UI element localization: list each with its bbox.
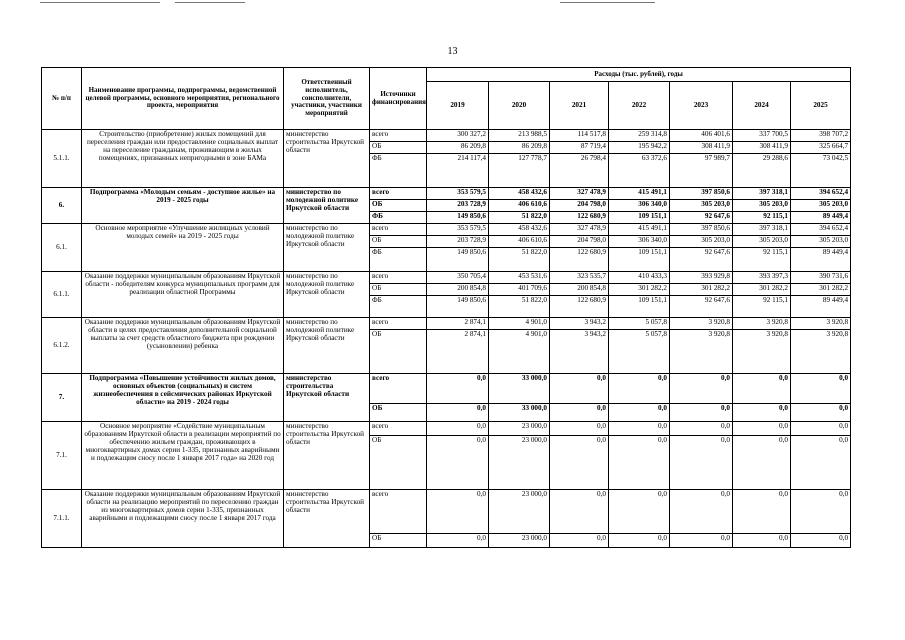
header-name: Наименование программы, подпрограммы, ведомственной целевой программы, основного мероприятия, регионального проекта, мероприятия [82,68,284,130]
amount-cell: 306 340,0 [609,200,670,212]
amount-cell: 0,0 [791,404,851,422]
amount-cell: 0,0 [670,534,733,548]
amount-cell: 0,0 [427,490,489,534]
amount-cell: 0,0 [550,404,609,422]
amount-cell: 122 680,9 [550,212,609,224]
amount-cell: 200 854,8 [427,284,489,296]
amount-cell: 203 728,9 [427,200,489,212]
amount-cell: 5 057,8 [609,318,670,330]
amount-cell: 305 203,0 [791,236,851,248]
funding-source: ФБ [370,248,427,272]
amount-cell: 337 700,5 [733,130,791,142]
row-name: Основное мероприятие «Улучшение жилищных условий молодых семей» на 2019 - 2025 годы [82,224,284,272]
header-year: 2025 [791,82,851,130]
funding-source: ФБ [370,154,427,188]
amount-cell: 3 920,8 [791,330,851,374]
amount-cell: 26 798,4 [550,154,609,188]
row-responsible: министерство по молодежной политике Иркутской области [284,272,370,318]
funding-source: всего [370,272,427,284]
amount-cell: 301 282,2 [670,284,733,296]
amount-cell: 86 209,8 [489,142,550,154]
header-year: 2020 [489,82,550,130]
amount-cell: 23 000,0 [489,422,550,436]
table-row [42,374,851,404]
header-no: № п/п [42,68,82,130]
amount-cell: 350 705,4 [427,272,489,284]
amount-cell: 0,0 [670,404,733,422]
amount-cell: 0,0 [791,374,851,404]
amount-cell: 305 203,0 [791,200,851,212]
amount-cell: 415 491,1 [609,224,670,236]
amount-cell: 89 449,4 [791,296,851,318]
row-name: Оказание поддержки муниципальным образованиям Иркутской области - победителям конкурса муниципальных программ для реализации областной Программы [82,272,284,318]
amount-cell: 51 822,0 [489,296,550,318]
amount-cell: 109 151,1 [609,212,670,224]
amount-cell: 0,0 [550,374,609,404]
row-number: 7.1. [42,422,82,490]
amount-cell: 0,0 [670,422,733,436]
amount-cell: 397 318,1 [733,224,791,236]
amount-cell: 92 115,1 [733,296,791,318]
row-responsible: министерство по молодежной политике Иркутской области [284,188,370,224]
amount-cell: 0,0 [550,490,609,534]
amount-cell: 114 517,8 [550,130,609,142]
row-number: 5.1.1. [42,130,82,188]
header-year: 2022 [609,82,670,130]
header-expenses: Расходы (тыс. рублей), годы [427,68,851,82]
amount-cell: 122 680,9 [550,296,609,318]
amount-cell: 109 151,1 [609,296,670,318]
funding-source: ОБ [370,284,427,296]
funding-source: ОБ [370,404,427,422]
top-rule-middle [175,2,245,3]
amount-cell: 306 340,0 [609,236,670,248]
amount-cell: 0,0 [427,422,489,436]
amount-cell: 92 647,6 [670,212,733,224]
funding-source: всего [370,490,427,534]
row-name: Подпрограмма «Повышение устойчивости жилых домов, основных объектов (социальных) и систем жизнеобеспечения в сейсмических районах Иркутской области» на 2019 - 2024 годы [82,374,284,422]
amount-cell: 301 282,2 [733,284,791,296]
amount-cell: 51 822,0 [489,248,550,272]
table-row [42,272,851,284]
funding-source: ОБ [370,236,427,248]
amount-cell: 92 647,6 [670,296,733,318]
amount-cell: 0,0 [427,374,489,404]
amount-cell: 353 579,5 [427,188,489,200]
funding-source: ОБ [370,436,427,490]
row-name: Строительство (приобретение) жилых помещений для переселения граждан или предоставление социальных выплат на переселение гражданам, проживающим в жилых помещениях, признанных непригодными в зоне БАМа [82,130,284,188]
amount-cell: 259 314,8 [609,130,670,142]
funding-source: всего [370,130,427,142]
amount-cell: 204 798,0 [550,236,609,248]
amount-cell: 305 203,0 [670,200,733,212]
amount-cell: 406 610,6 [489,200,550,212]
amount-cell: 325 664,7 [791,142,851,154]
amount-cell: 89 449,4 [791,212,851,224]
amount-cell: 0,0 [427,436,489,490]
amount-cell: 149 850,6 [427,212,489,224]
row-responsible: министерство строительства Иркутской области [284,130,370,188]
amount-cell: 323 535,7 [550,272,609,284]
table-row [42,130,851,142]
table-header [42,68,851,130]
top-rule-right [560,2,655,3]
amount-cell: 300 327,2 [427,130,489,142]
amount-cell: 0,0 [670,374,733,404]
amount-cell: 308 411,9 [733,142,791,154]
budget-table [41,67,851,548]
amount-cell: 394 652,4 [791,188,851,200]
amount-cell: 393 397,3 [733,272,791,284]
table-row [42,224,851,236]
amount-cell: 453 531,6 [489,272,550,284]
amount-cell: 327 478,9 [550,188,609,200]
row-responsible: министерство строительства Иркутской области [284,422,370,490]
amount-cell: 0,0 [550,422,609,436]
amount-cell: 97 989,7 [670,154,733,188]
amount-cell: 0,0 [791,422,851,436]
amount-cell: 401 709,6 [489,284,550,296]
amount-cell: 5 057,8 [609,330,670,374]
amount-cell: 87 719,4 [550,142,609,154]
amount-cell: 203 728,9 [427,236,489,248]
row-responsible: министерство строительства Иркутской области [284,490,370,548]
amount-cell: 23 000,0 [489,436,550,490]
amount-cell: 149 850,6 [427,248,489,272]
funding-source: всего [370,188,427,200]
amount-cell: 33 000,0 [489,374,550,404]
amount-cell: 0,0 [609,374,670,404]
funding-source: ФБ [370,296,427,318]
amount-cell: 2 874,1 [427,318,489,330]
row-name: Оказание поддержки муниципальным образованиям Иркутской области в целях предоставления дополнительной социальной выплаты за счет средств областного бюджета при рождении (усыновлении) ребенка [82,318,284,374]
amount-cell: 0,0 [609,490,670,534]
funding-source: всего [370,374,427,404]
amount-cell: 308 411,9 [670,142,733,154]
funding-source: ОБ [370,534,427,548]
table-row [42,188,851,200]
row-number: 7.1.1. [42,490,82,548]
table-row [42,318,851,330]
amount-cell: 4 901,0 [489,330,550,374]
amount-cell: 0,0 [550,534,609,548]
amount-cell: 29 288,6 [733,154,791,188]
amount-cell: 0,0 [550,436,609,490]
row-number: 7. [42,374,82,422]
amount-cell: 0,0 [791,534,851,548]
amount-cell: 305 203,0 [670,236,733,248]
amount-cell: 390 731,6 [791,272,851,284]
amount-cell: 406 401,6 [670,130,733,142]
amount-cell: 327 478,9 [550,224,609,236]
amount-cell: 0,0 [733,422,791,436]
funding-source: ОБ [370,200,427,212]
amount-cell: 0,0 [609,404,670,422]
amount-cell: 3 943,2 [550,318,609,330]
amount-cell: 204 798,0 [550,200,609,212]
amount-cell: 0,0 [670,436,733,490]
amount-cell: 301 282,2 [609,284,670,296]
funding-source: ОБ [370,142,427,154]
amount-cell: 3 920,8 [670,318,733,330]
amount-cell: 23 000,0 [489,534,550,548]
amount-cell: 73 042,5 [791,154,851,188]
row-name: Основное мероприятие «Содействие муниципальным образованиям Иркутской области в реализации мероприятий по обеспечению жильем граждан, проживающих в многоквартирных домах серии 1-335, признанных аварийными и подлежащим сносу после 1 января 2017 года» на 2020 год [82,422,284,490]
amount-cell: 51 822,0 [489,212,550,224]
amount-cell: 305 203,0 [733,236,791,248]
funding-source: всего [370,318,427,330]
amount-cell: 109 151,1 [609,248,670,272]
amount-cell: 3 920,8 [733,318,791,330]
row-name: Подпрограмма «Молодым семьям - доступное жилье» на 2019 - 2025 годы [82,188,284,224]
amount-cell: 195 942,2 [609,142,670,154]
amount-cell: 458 432,6 [489,188,550,200]
header-year: 2021 [550,82,609,130]
funding-source: ОБ [370,330,427,374]
amount-cell: 0,0 [609,534,670,548]
amount-cell: 0,0 [609,436,670,490]
amount-cell: 3 920,8 [791,318,851,330]
amount-cell: 397 318,1 [733,188,791,200]
amount-cell: 92 115,1 [733,212,791,224]
amount-cell: 0,0 [791,436,851,490]
row-name: Оказание поддержки муниципальным образованиям Иркутской области на реализацию мероприятий по переселению граждан из многоквартирных домов серии 1-335, признанных аварийными и подлежащими сносу после 1 января 2017 года [82,490,284,548]
amount-cell: 410 433,3 [609,272,670,284]
amount-cell: 89 449,4 [791,248,851,272]
table-body [42,130,851,548]
amount-cell: 3 920,8 [733,330,791,374]
amount-cell: 393 929,8 [670,272,733,284]
amount-cell: 92 647,6 [670,248,733,272]
funding-source: всего [370,422,427,436]
amount-cell: 213 988,5 [489,130,550,142]
row-responsible: министерство по молодежной политике Иркутской области [284,224,370,272]
amount-cell: 200 854,8 [550,284,609,296]
amount-cell: 397 850,6 [670,224,733,236]
amount-cell: 0,0 [427,534,489,548]
amount-cell: 0,0 [733,404,791,422]
amount-cell: 301 282,2 [791,284,851,296]
funding-source: всего [370,224,427,236]
amount-cell: 92 115,1 [733,248,791,272]
page-number: 13 [447,46,458,57]
amount-cell: 0,0 [733,436,791,490]
row-responsible: министерство строительства Иркутской области [284,374,370,422]
amount-cell: 397 850,6 [670,188,733,200]
row-number: 6. [42,188,82,224]
amount-cell: 4 901,0 [489,318,550,330]
amount-cell: 406 610,6 [489,236,550,248]
header-year: 2019 [427,82,489,130]
amount-cell: 0,0 [733,374,791,404]
amount-cell: 305 203,0 [733,200,791,212]
amount-cell: 214 117,4 [427,154,489,188]
header-source: Источники финансирования [370,68,427,130]
amount-cell: 0,0 [733,534,791,548]
amount-cell: 63 372,6 [609,154,670,188]
table-row [42,490,851,534]
amount-cell: 127 778,7 [489,154,550,188]
header-year: 2023 [670,82,733,130]
amount-cell: 0,0 [609,422,670,436]
amount-cell: 33 000,0 [489,404,550,422]
amount-cell: 3 943,2 [550,330,609,374]
amount-cell: 149 850,6 [427,296,489,318]
row-number: 6.1.1. [42,272,82,318]
table-row [42,422,851,436]
row-responsible: министерство по молодежной политике Иркутской области [284,318,370,374]
amount-cell: 0,0 [427,404,489,422]
amount-cell: 394 652,4 [791,224,851,236]
amount-cell: 3 920,8 [670,330,733,374]
amount-cell: 458 432,6 [489,224,550,236]
amount-cell: 0,0 [791,490,851,534]
amount-cell: 353 579,5 [427,224,489,236]
funding-source: ФБ [370,212,427,224]
amount-cell: 2 874,1 [427,330,489,374]
header-responsible: Ответственный исполнитель, соисполнители, участники, участники мероприятий [284,68,370,130]
top-rule-left [40,2,160,3]
amount-cell: 415 491,1 [609,188,670,200]
amount-cell: 23 000,0 [489,490,550,534]
amount-cell: 0,0 [670,490,733,534]
amount-cell: 0,0 [733,490,791,534]
row-number: 6.1. [42,224,82,272]
row-number: 6.1.2. [42,318,82,374]
amount-cell: 398 707,2 [791,130,851,142]
header-year: 2024 [733,82,791,130]
amount-cell: 86 209,8 [427,142,489,154]
amount-cell: 122 680,9 [550,248,609,272]
